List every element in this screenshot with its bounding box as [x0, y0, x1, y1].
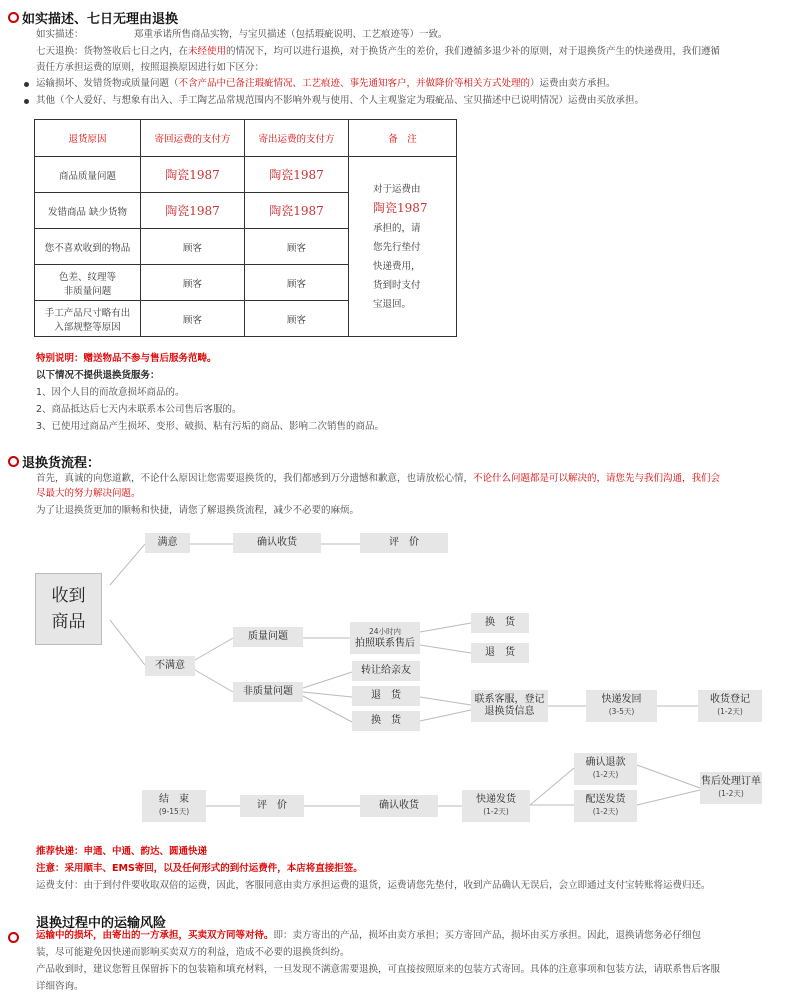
bullet-1: 运输损坏、发错货物或质量问题（不含产品中已备注瑕疵情况、工艺痕迹、事先通知客户，并做降价等相关方式处理的）运费由卖方承担。	[36, 78, 616, 89]
row-back-fee: 顾客	[141, 229, 245, 265]
confirm-refund-box: 确认退款 (1-2天)	[574, 753, 637, 785]
contact-after-sale-box: 24小时内 拍照联系售后	[350, 622, 420, 654]
review-box: 评 价	[360, 533, 448, 553]
row-out-fee: 顾客	[245, 301, 349, 337]
end-box: 结 束 (9-15天)	[142, 790, 206, 822]
after-sale-box: 售后处理订单 (1-2天)	[700, 772, 762, 804]
courier-warning: 注意：采用顺丰、EMS寄回，以及任何形式的到付运费件，本店将直接拒签。	[36, 863, 363, 874]
receipt-register-box: 收货登记 (1-2天)	[698, 690, 762, 722]
quality-issue-box: 质量问题	[233, 627, 303, 647]
seven-day-line: 七天退换：货物签收后七日之内，在未经使用的情况下，均可以进行退换，对于换货产生的差价，我们遵循多退少补的原则，对于退换货产生的快递费用，我们遵循	[36, 46, 721, 57]
no-return-item-1: 1、因个人目的而故意损坏商品的。	[36, 387, 185, 398]
return2-box: 退 货	[352, 686, 420, 706]
risk-para-2: 产品收到时，建议您暂且保留拆下的包装箱和填充材料，一旦发现不满意需要退换，可直接按照原来的包装方式寄回。具体的注意事项和包装方法，请联系售后客服	[36, 964, 721, 975]
no-return-item-2: 2、商品抵达后七天内未联系本公司售后客服的。	[36, 404, 242, 415]
shipping-payment: 运费支付：由于到付件要收取双倍的运费，因此，客服同意由卖方承担运费的退货，运费请您先垫付，收到产品确认无误后，会立即通过支付宝转账将运费归还。	[36, 880, 711, 891]
row-out-fee: 陶瓷1987	[245, 157, 349, 193]
header-note: 备 注	[349, 120, 457, 157]
row-out-fee: 顾客	[245, 265, 349, 301]
exchange2-box: 换 货	[352, 711, 420, 731]
row-reason: 商品质量问题	[35, 157, 141, 193]
section-title-3: 退换过程中的运输风险	[36, 916, 167, 931]
row-reason: 手工产品尺寸略有出 入部规整等原因	[35, 301, 141, 337]
express-ship-box: 快递发货 (1-2天)	[462, 790, 530, 822]
non-quality-box: 非质量问题	[233, 682, 303, 702]
receive-goods-box: 收到 商品	[35, 573, 102, 645]
header-out-fee: 寄出运费的支付方	[245, 120, 349, 157]
gift-box: 转让给亲友	[352, 661, 420, 681]
header-reason: 退货原因	[35, 120, 141, 157]
deliver-exchange-box: 配送发货 (1-2天)	[574, 790, 637, 822]
no-return-heading: 以下情况不提供退换货服务：	[36, 370, 160, 381]
section-title-1: 如实描述、七日无理由退换	[22, 12, 179, 27]
row-back-fee: 陶瓷1987	[141, 193, 245, 229]
confirm-receipt2-box: 确认收货	[360, 795, 438, 817]
flow-intro-1: 首先，真诚的向您道歉，不论什么原因让您需要退换货的，我们都感到万分遗憾和歉意，也请放松心情，不论什么问题都是可以解决的，请您先与我们沟通，我们会	[36, 473, 721, 484]
no-return-item-3: 3、已使用过商品产生损坏、变形、破损、粘有污垢的商品、影响二次销售的商品。	[36, 421, 385, 432]
section-title-2: 退换货流程：	[22, 456, 101, 471]
note-cell: 对于运费由 陶瓷1987 承担的，请 您先行垫付 快递费用， 货到时支付 宝退回。	[349, 157, 457, 337]
flow-intro-2: 尽最大的努力解决问题。	[36, 488, 141, 499]
row-reason: 您不喜欢收到的物品	[35, 229, 141, 265]
seven-day-line-2: 责任方承担运费的原则，按照退换原因进行如下区分：	[36, 62, 265, 73]
unsatisfied-box: 不满意	[145, 656, 195, 676]
row-reason: 发错商品 缺少货物	[35, 193, 141, 229]
satisfied-box: 满意	[145, 533, 190, 553]
ship-back-box: 快递发回 (3-5天)	[586, 690, 657, 722]
recommended-couriers: 推荐快递：申通、中通、韵达、圆通快递	[36, 846, 208, 857]
row-back-fee: 陶瓷1987	[141, 157, 245, 193]
risk-para-1: 运输中的损坏，由寄出的一方承担，买卖双方同等对待。即：卖方寄出的产品，损坏由卖方承担；买方寄回产品，损坏由买方承担。因此，退换请您务必仔细包	[36, 930, 702, 941]
row-back-fee: 顾客	[141, 301, 245, 337]
desc-text: 郑重承诺所售商品实物，与宝贝描述（包括瑕疵说明、工艺痕迹等）一致。	[134, 29, 448, 40]
desc-label: 如实描述：	[36, 29, 84, 40]
row-out-fee: 顾客	[245, 229, 349, 265]
review2-box: 评 价	[240, 795, 304, 817]
header-back-fee: 寄回运费的支付方	[141, 120, 245, 157]
row-out-fee: 陶瓷1987	[245, 193, 349, 229]
confirm-receipt-box: 确认收货	[233, 533, 321, 553]
return-box: 退 货	[471, 643, 529, 663]
contact-cs-box: 联系客服，登记 退换货信息	[471, 690, 548, 722]
exchange-box: 换 货	[471, 613, 529, 633]
risk-para-2b: 详细咨询。	[36, 981, 84, 992]
risk-para-1b: 装，尽可能避免因快递而影响买卖双方的利益，造成不必要的退换货纠纷。	[36, 947, 350, 958]
bullet-2: 其他（个人爱好、与想象有出入、手工陶艺品常规范围内不影响外观与使用、个人主观鉴定为瑕疵品、宝贝描述中已说明情况）运费由买放承担。	[36, 95, 645, 106]
special-label: 特别说明：赠送物品不参与售后服务范畴。	[36, 353, 217, 364]
row-back-fee: 顾客	[141, 265, 245, 301]
section-bullet-icon	[8, 932, 19, 943]
flow-intro-3: 为了让退换货更加的顺畅和快捷，请您了解退换货流程，减少不必要的麻烦。	[36, 505, 360, 516]
row-reason: 色差、纹理等 非质量问题	[35, 265, 141, 301]
